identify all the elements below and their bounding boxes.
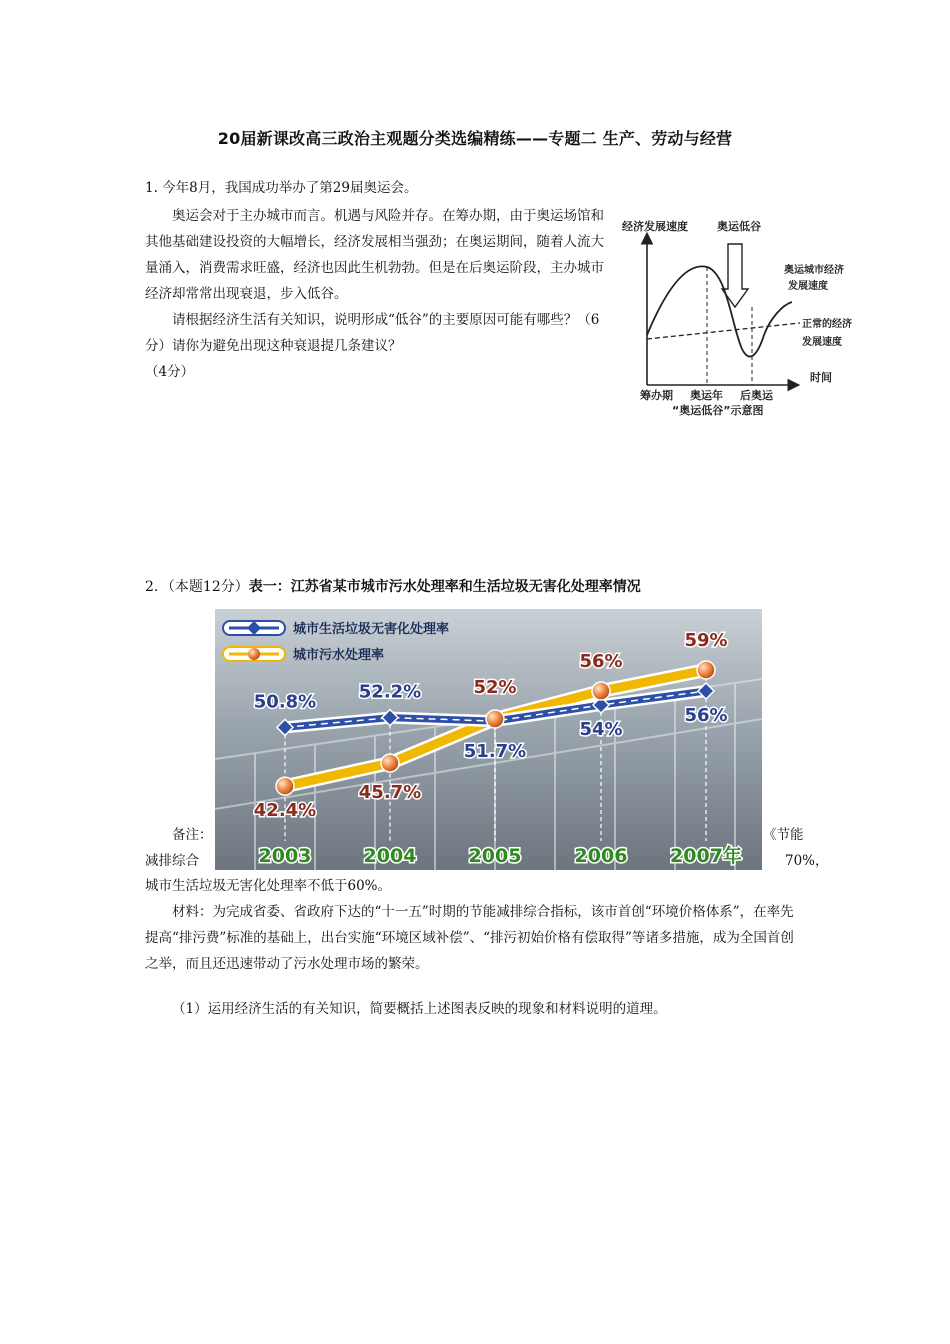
question-1-body — [145, 203, 607, 385]
curve-label-line1: 奥运城市经济 — [784, 265, 844, 276]
sub-question-1: （1）运用经济生活的有关知识，简要概括上述图表反映的现象和材料说明的道理。 — [172, 1001, 667, 1017]
question-1-head: 1. 今年8月，我国成功举办了第29届奥运会。 — [145, 180, 418, 196]
year-tick-label: 2005 — [468, 845, 522, 867]
question-2-lead: 2．（本题12分） — [145, 579, 249, 595]
year-tick-label: 2007年 — [670, 845, 742, 867]
phase-label-olympic-year: 奥运年 — [690, 389, 723, 402]
city-growth-curve — [647, 266, 792, 356]
y-axis-label: 经济发展速度 — [622, 220, 688, 233]
year-tick-label: 2004 — [363, 845, 417, 867]
x-axis-label: 时间 — [810, 371, 832, 384]
treatment-rate-chart — [215, 609, 762, 870]
legend-sewage: 城市污水处理率 — [293, 648, 385, 663]
note-fragment: 减排综合 — [145, 853, 199, 869]
sewage-point — [381, 754, 399, 772]
question-1-para: 奥运会对于主办城市而言。机遇与风险并存。在筹办期，由于奥运场馆和其他基础建设投资的大幅增长，经济发展相当强劲；在奥运期间，随着人流大量涌入，消费需求旺盛，经济也因此生机勃勃。但是在后奥运阶段，主办城市经济却常常出现衰退，步入低谷。 — [145, 208, 604, 302]
garbage-data-label: 54% — [579, 719, 623, 740]
sewage-data-label: 52% — [473, 677, 517, 698]
legend-orb-icon — [248, 648, 260, 660]
year-tick-label: 2006 — [574, 845, 628, 867]
legend-garbage: 城市生活垃圾无害化处理率 — [293, 622, 450, 637]
page-title: 20届新课改高三政治主观题分类选编精练——专题二 生产、劳动与经营 — [217, 129, 733, 148]
curve-label-line2: 发展速度 — [788, 281, 828, 292]
garbage-data-label: 50.8% — [253, 691, 317, 713]
note-fragment: 《节能 — [763, 827, 804, 843]
table-title: 表一：江苏省某市城市污水处理率和生活垃圾无害化处理率情况 — [248, 579, 641, 595]
diagram-caption: “奥运低谷”示意图 — [672, 404, 764, 417]
sewage-point — [697, 661, 715, 679]
normal-growth-line — [647, 323, 800, 339]
sewage-point — [276, 777, 294, 795]
sewage-data-label: 59% — [684, 630, 728, 651]
olympic-valley-diagram — [612, 207, 852, 427]
garbage-data-label: 56% — [684, 705, 728, 726]
phase-label-post: 后奥运 — [740, 389, 773, 402]
sewage-data-label: 56% — [579, 651, 623, 672]
garbage-data-label: 52.2% — [358, 681, 422, 703]
question-1-prompt: 请根据经济生活有关知识，说明形成“低谷”的主要原因可能有哪些？（6分）请你为避免出现这种衰退提几条建议？ — [145, 312, 600, 354]
sewage-data-label: 45.7% — [358, 782, 422, 804]
sewage-point — [486, 710, 504, 728]
question-2-head — [145, 576, 641, 596]
year-tick-label: 2003 — [258, 845, 312, 867]
note-line-3: 城市生活垃圾无害化处理率不低于60%。 — [145, 878, 392, 894]
arrow-label: 奥运低谷 — [717, 220, 761, 233]
sewage-point — [592, 682, 610, 700]
question-1-points: （4分） — [145, 364, 195, 380]
phase-label-prep: 筹办期 — [640, 389, 673, 402]
normal-label-line1: 正常的经济 — [802, 319, 852, 330]
note-label: 备注： — [172, 827, 213, 843]
material-text: 材料：为完成省委、省政府下达的“十一五”时期的节能减排综合指标，该市首创“环境价格体系”，在率先提高“排污费”标准的基础上，出台实施“环境区域补偿”、“排污初始价格有偿取得”等诸多措施，成为全国首创之举，而且还迅速带动了污水处理市场的繁荣。 — [145, 904, 794, 972]
sewage-data-label: 42.4% — [253, 800, 317, 822]
note-fragment: 70%， — [785, 853, 829, 869]
garbage-data-label: 51.7% — [463, 741, 527, 763]
normal-label-line2: 发展速度 — [802, 337, 842, 348]
material-paragraph — [145, 899, 805, 977]
